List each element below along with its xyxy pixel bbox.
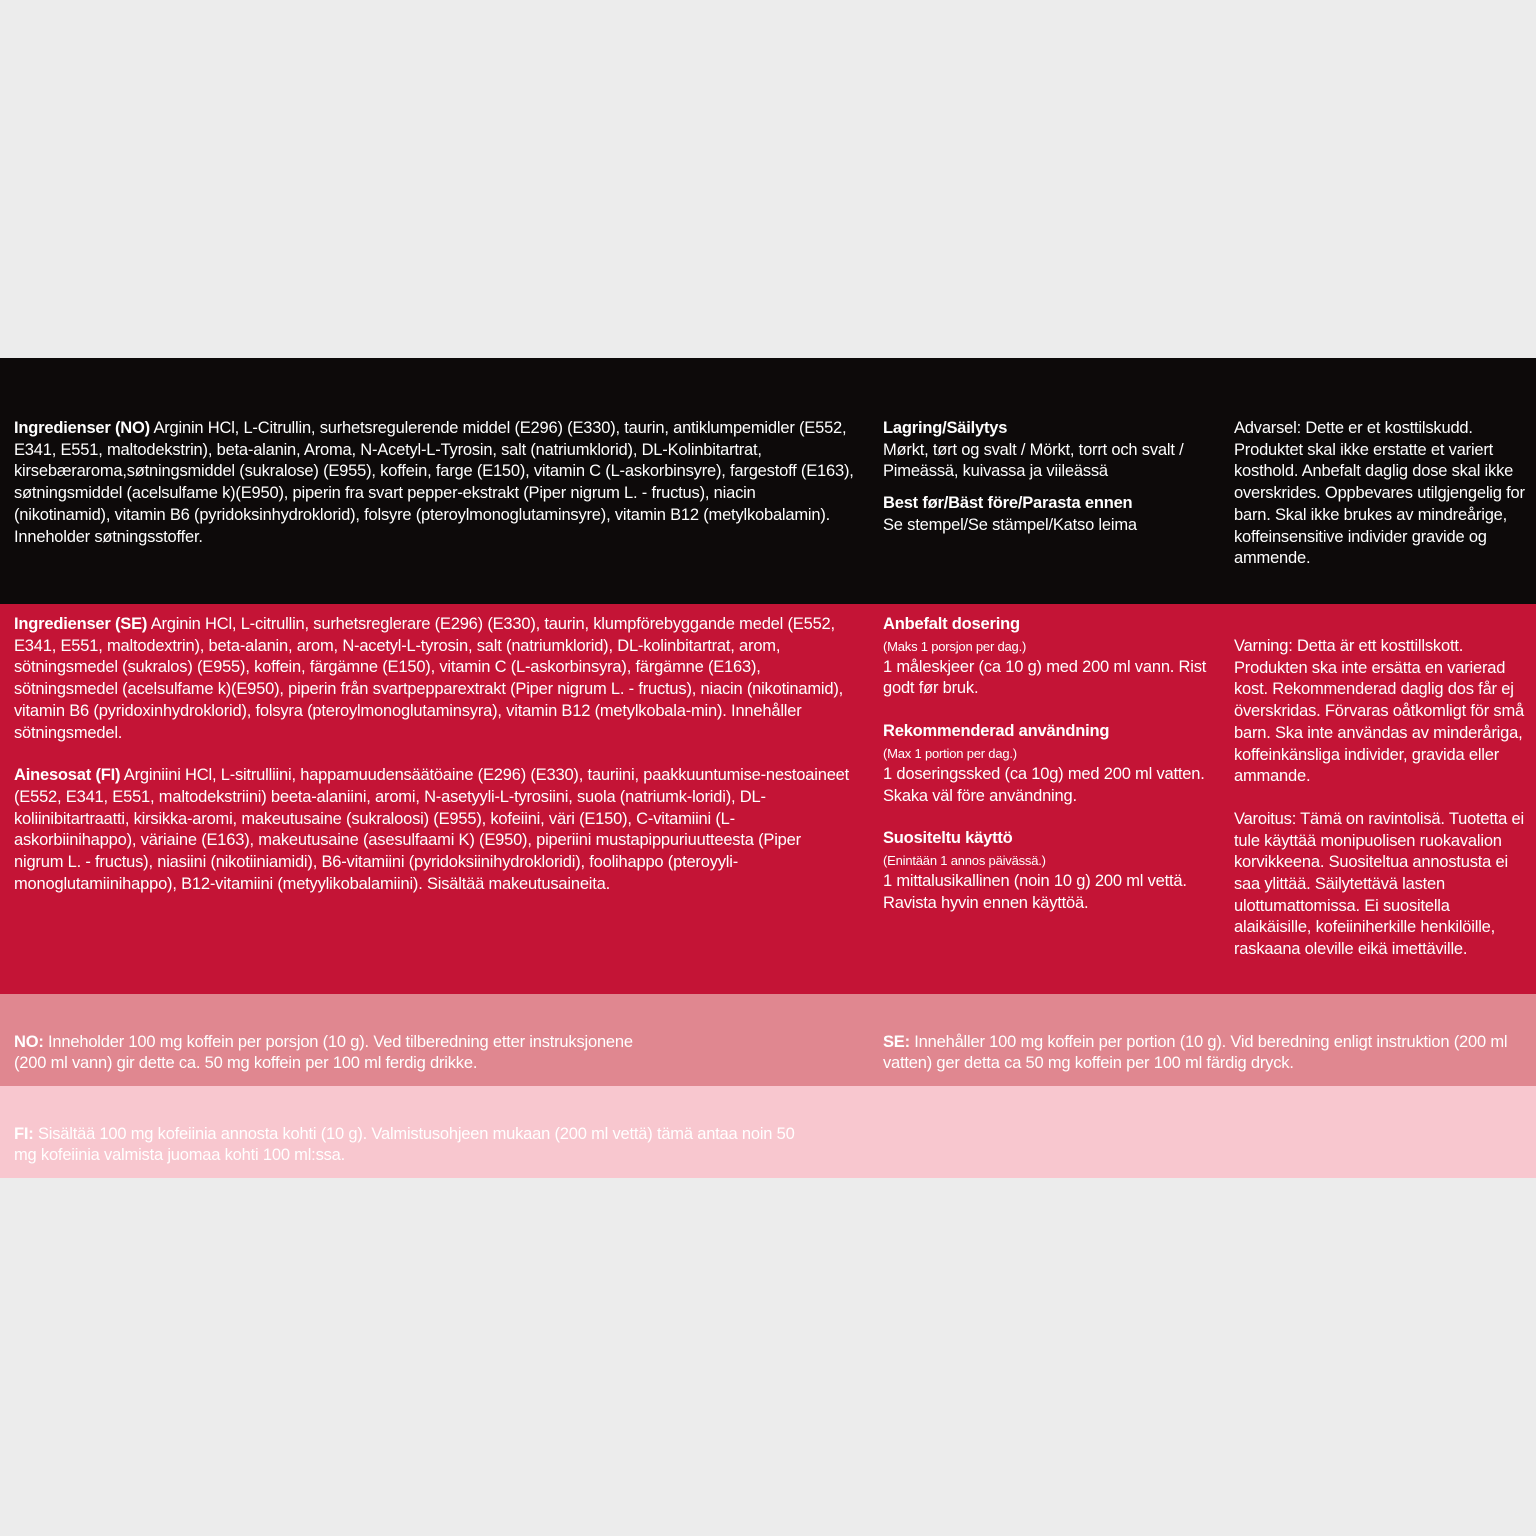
caffeine-fi-lang: FI:	[14, 1124, 34, 1143]
dosing-se-text: 1 doseringssked (ca 10g) med 200 ml vatten. Skaka väl före användning.	[883, 764, 1205, 805]
storage-heading: Lagring/Säilytys	[883, 419, 1008, 437]
ingredients-se-paragraph	[14, 614, 854, 744]
ingredients-se-text: Arginin HCl, L-citrullin, surhetsreglerare (E296) (E330), taurin, klumpförebyggande medel (E552, E341, E551, maltodextrin), beta-alanin, arom, N-acetyl-L-tyrosin, salt (natriumklorid), DL-kolinbitartrat, arom, sötningsmedel (sukralos) (E955), koffein, färgämne (E150), vitamin C (L-askorbinsyra), färgämne (E163), sötningsmedel (acelsulfame k)(E950), piperin från svartpepparextrakt (Piper nigrum L. - fructus), niacin (nikotinamid), vitamin B6 (pyridoxinhydroklorid), folsyra (pteroylmonoglutaminsyra), vitamin B12 (metylkobala-min). Innehåller sötningsmedel.	[14, 615, 844, 742]
ingredients-fi-text: Arginiini HCl, L-sitrulliini, happamuudensäätöaine (E296) (E330), tauriini, paakkuuntumise-nestoaineet (E552, E341, E551, maltodekstriini) beeta-alaniini, aromi, N-asetyyli-L-tyrosiini, suola (natriumk-loridi), DL-koliinibitartraatti, kirsikka-aromi, makeutusaine (sukraloosi) (E955), kofeiini, väri (E150), C-vitamiini (L-askorbiinihappo), väriaine (E163), makeutusaine (asesulfaami K) (E950), piperiini mustapippuriuutteesta (Piper nigrum L. - fructus), niasiini (nikotiiniamidi), B6-vitamiini (pyridoksiinihydrokloridi), foolihappo (pteroyyli-monoglutamiinihappo), B12-vitamiini (metyylikobalamiini). Sisältää makeutusaineita.	[14, 766, 850, 893]
best-before-text: Se stempel/Se stämpel/Katso leima	[883, 515, 1137, 534]
dosing-no-text: 1 måleskjeer (ca 10 g) med 200 ml vann. Rist godt før bruk.	[883, 657, 1207, 698]
caffeine-se-lang: SE:	[883, 1032, 910, 1051]
product-label-sheet	[0, 358, 1536, 1178]
warnings-se-fi-block	[1234, 636, 1526, 961]
ingredients-no-block	[14, 418, 854, 548]
caffeine-note-se	[883, 1032, 1523, 1075]
dosing-se-sub: (Max 1 portion per dag.)	[883, 745, 1017, 761]
caffeine-note-no	[14, 1032, 654, 1075]
caffeine-note-band-fi	[0, 1086, 1536, 1178]
ingredients-se-fi-block	[14, 614, 854, 895]
caffeine-fi-text: Sisältää 100 mg kofeiinia annosta kohti (10 g). Valmistusohjeen mukaan (200 ml vettä) tämä antaa noin 50 mg kofeiinia valmista juomaa kohti 100 ml:ssa.	[14, 1124, 795, 1165]
storage-block	[883, 418, 1213, 537]
warning-no-block	[1234, 418, 1526, 570]
dosing-fi-sub: (Enintään 1 annos päivässä.)	[883, 852, 1046, 868]
warning-fi-text: Varoitus: Tämä on ravintolisä. Tuotetta ei tule käyttää monipuolisen ruokavalion korvikkeena. Suositeltua annostusta ei saa ylittää. Säilytettävä lasten ulottumattomissa. Ei suositella alaikäisille, kofeiiniherkille henkilöille, raskaana oleville eikä imettäville.	[1234, 809, 1524, 959]
ingredients-fi-paragraph	[14, 765, 854, 895]
caffeine-se-text: Innehåller 100 mg koffein per portion (10 g). Vid beredning enligt instruktion (200 ml vatten) ger detta ca 50 mg koffein per 100 ml färdig dryck.	[883, 1032, 1508, 1073]
warning-no-text: Advarsel: Dette er et kosttilskudd. Produktet skal ikke erstatte et variert kosthold. Anbefalt daglig dose skal ikke overskrides. Oppbevares utilgjengelig for barn. Skal ikke brukes av mindreårige, koffeinsensitive individer gravide og ammende.	[1234, 419, 1525, 568]
storage-text: Mørkt, tørt og svalt / Mörkt, torrt och svalt / Pimeässä, kuivassa ja viileässä	[883, 440, 1184, 481]
swedish-finnish-info-band	[0, 604, 1536, 994]
norwegian-info-band	[0, 358, 1536, 604]
ingredients-no-heading: Ingredienser (NO)	[14, 419, 150, 437]
dosing-block	[883, 614, 1213, 914]
caffeine-note-band-no-se	[0, 994, 1536, 1086]
ingredients-fi-heading: Ainesosat (FI)	[14, 766, 121, 785]
warning-se-text: Varning: Detta är ett kosttillskott. Produkten ska inte ersätta en varierad kost. Rekommenderad daglig dos får ej överskridas. Förvaras oåtkomligt för små barn. Ska inte användas av minderåriga, koffeinkänsliga individer, gravida eller ammande.	[1234, 637, 1525, 786]
dosing-fi-heading: Suositeltu käyttö	[883, 829, 1013, 848]
caffeine-note-fi	[14, 1124, 804, 1167]
caffeine-no-lang: NO:	[14, 1032, 44, 1051]
dosing-no-sub: (Maks 1 porsjon per dag.)	[883, 638, 1027, 654]
ingredients-no-paragraph	[14, 418, 854, 548]
best-before-heading: Best før/Bäst före/Parasta ennen	[883, 494, 1133, 513]
ingredients-se-heading: Ingredienser (SE)	[14, 615, 148, 633]
ingredients-no-text: Arginin HCl, L-Citrullin, surhetsregulerende middel (E296) (E330), taurin, antiklumpemidler (E552, E341, E551, maltodekstrin), beta-alanin, Aroma, N-Acetyl-L-Tyrosin, salt (natriumklorid), DL-Kolinbitartrat, kirsebæraroma,søtningsmiddel (sukralose) (E955), koffein, farge (E150), vitamin C (L-askorbinsyre), fargestoff (E163), søtningsmiddel (acelsulfame k)(E950), piperin fra svart pepper-ekstrakt (Piper nigrum L. - fructus), niacin (nikotinamid), vitamin B6 (pyridoksinhydroklorid), folsyre (pteroylmonoglutaminsyre), vitamin B12 (metylkobalamin). Inneholder søtningsstoffer.	[14, 419, 854, 546]
dosing-fi-text: 1 mittalusikallinen (noin 10 g) 200 ml vettä. Ravista hyvin ennen käyttöä.	[883, 871, 1187, 912]
dosing-se-heading: Rekommenderad användning	[883, 722, 1110, 741]
caffeine-no-text: Inneholder 100 mg koffein per porsjon (10 g). Ved tilberedning etter instruksjonene (200 ml vann) gir dette ca. 50 mg koffein per 100 ml ferdig drikke.	[14, 1032, 633, 1073]
dosing-no-heading: Anbefalt dosering	[883, 615, 1020, 633]
